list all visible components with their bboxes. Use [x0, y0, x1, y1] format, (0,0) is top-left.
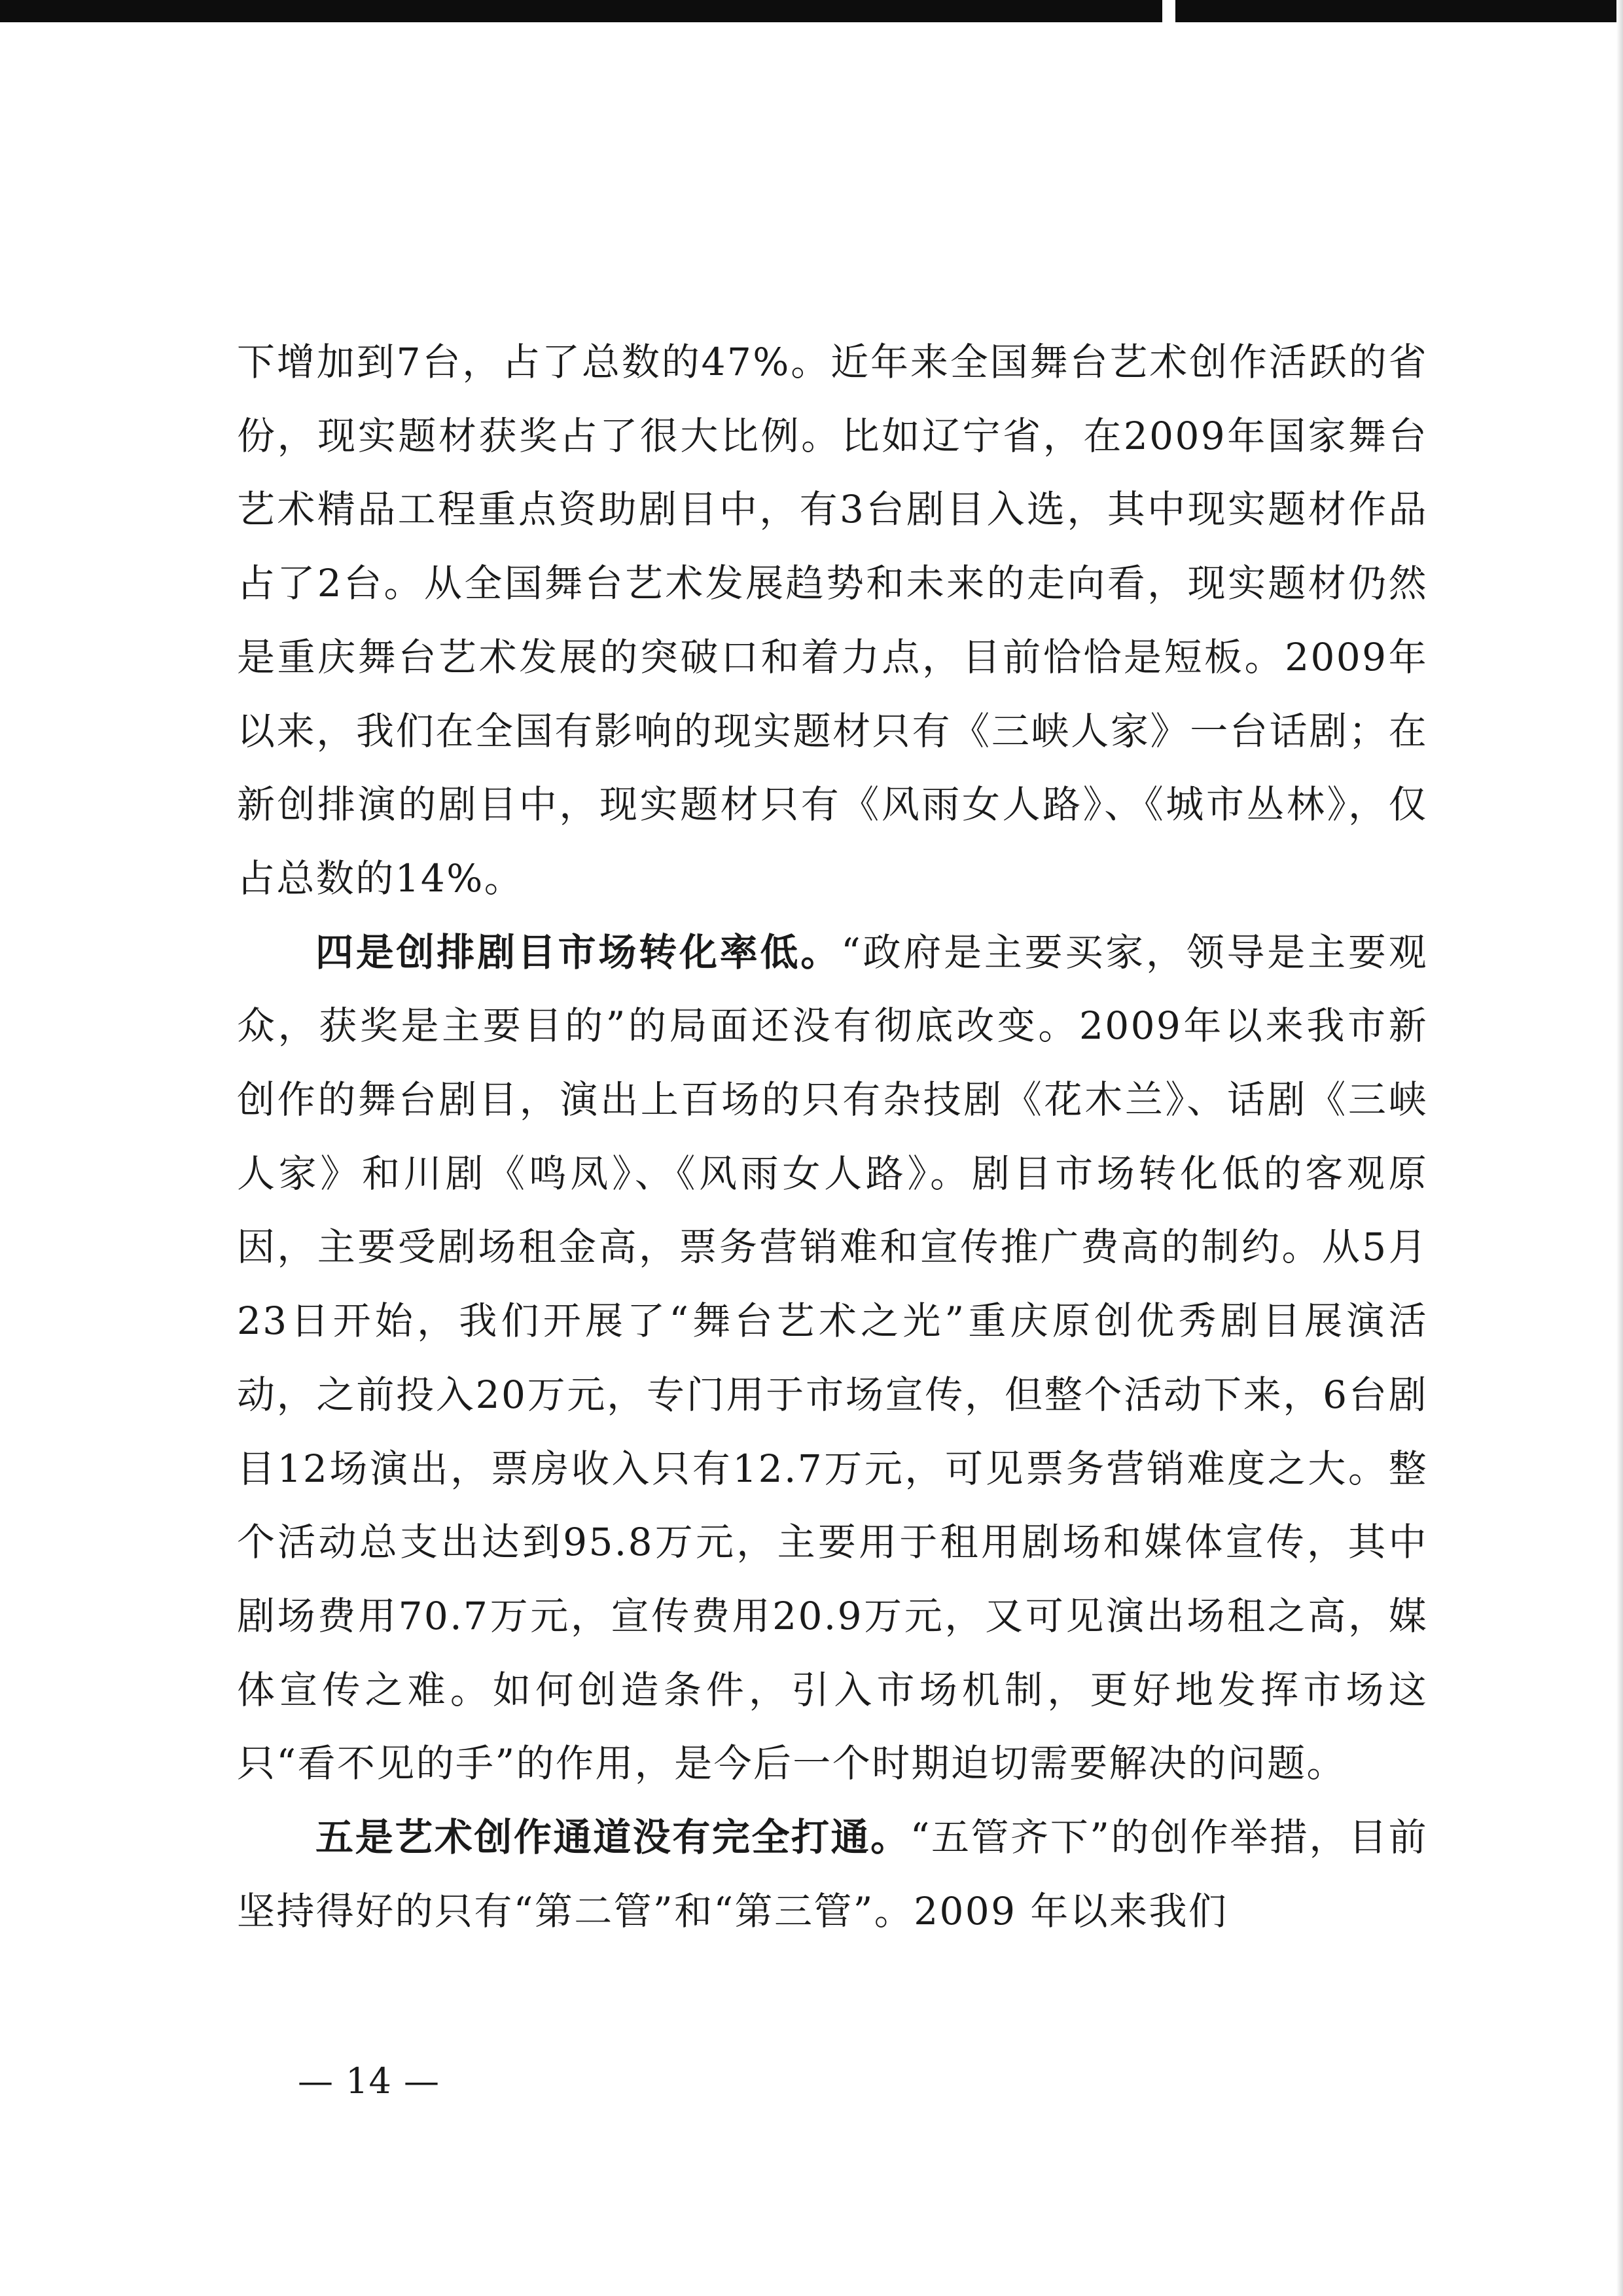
- paragraph-text: “五管齐下”的创作举措，目前坚持得好的只有“第二管”和“第三管”。2009 年以来我们: [237, 1815, 1428, 1933]
- paragraph-lead-heading: 四是创排剧目市场转化率低。: [315, 929, 842, 975]
- body-text: [237, 325, 1428, 1948]
- paragraph-point-four: [237, 916, 1428, 1801]
- page-number: — 14 —: [298, 2060, 440, 2102]
- paragraph-continued: [237, 325, 1428, 916]
- paragraph-text: 下增加到7台，占了总数的47%。近年来全国舞台艺术创作活跃的省份，现实题材获奖占了很大比例。比如辽宁省，在2009年国家舞台艺术精品工程重点资助剧目中，有3台剧目入选，其中现实题材作品占了2台。从全国舞台艺术发展趋势和未来的走向看，现实题材仍然是重庆舞台艺术发展的突破口和着力点，目前恰恰是短板。2009年以来，我们在全国有影响的现实题材只有《三峡人家》一台话剧；在新创排演的剧目中，现实题材只有《风雨女人路》、《城市丛林》，仅占总数的14%。: [237, 340, 1428, 901]
- scan-border-top: [0, 0, 1623, 22]
- paragraph-point-five: [237, 1801, 1428, 1948]
- paragraph-lead-heading: 五是艺术创作通道没有完全打通。: [315, 1815, 910, 1860]
- scan-border-right: [1616, 0, 1623, 2296]
- scan-border-gap: [1162, 0, 1175, 26]
- paragraph-text: “政府是主要买家，领导是主要观众，获奖是主要目的”的局面还没有彻底改变。2009年以来我市新创作的舞台剧目，演出上百场的只有杂技剧《花木兰》、话剧《三峡人家》和川剧《鸣凤》、《风雨女人路》。剧目市场转化低的客观原因，主要受剧场租金高，票务营销难和宣传推广费高的制约。从5月23日开始，我们开展了“舞台艺术之光”重庆原创优秀剧目展演活动，之前投入20万元，专门用于市场宣传，但整个活动下来，6台剧目12场演出，票房收入只有12.7万元，可见票务营销难度之大。整个活动总支出达到95.8万元，主要用于租用剧场和媒体宣传，其中剧场费用70.7万元，宣传费用20.9万元，又可见演出场租之高，媒体宣传之难。如何创造条件，引入市场机制，更好地发挥市场这只“看不见的手”的作用，是今后一个时期迫切需要解决的问题。: [237, 929, 1429, 1786]
